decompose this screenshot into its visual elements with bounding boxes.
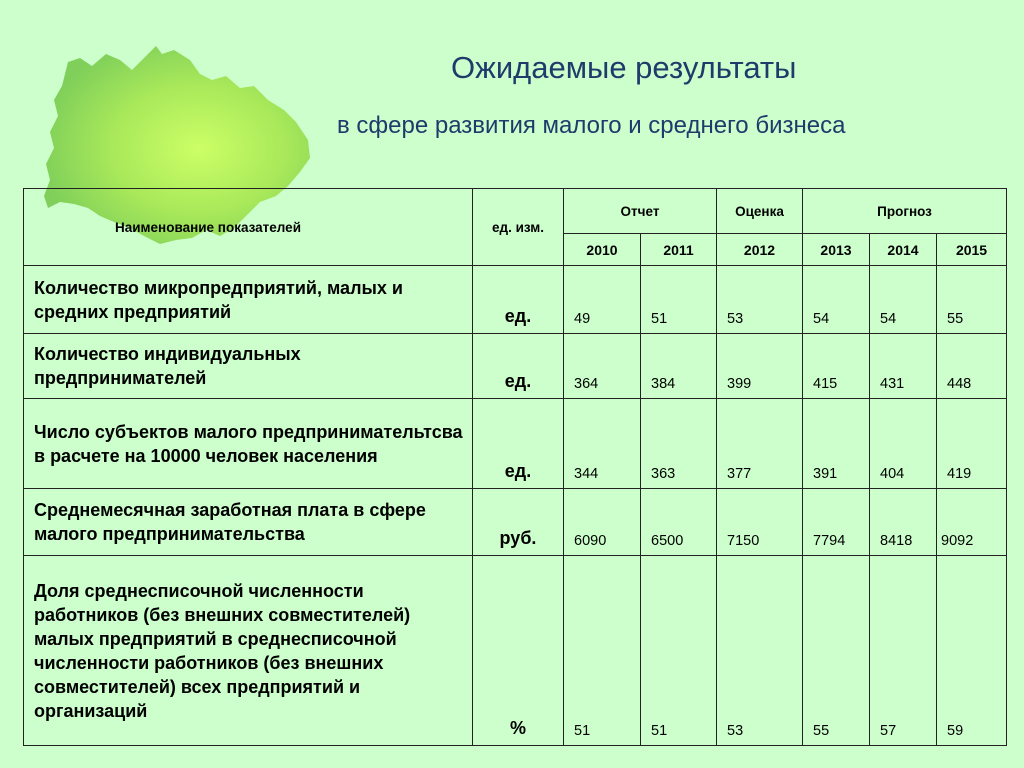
header-forecast: Прогноз xyxy=(803,189,1007,234)
value-cell: 49 xyxy=(564,266,641,334)
value-cell: 53 xyxy=(717,266,803,334)
value-cell: 55 xyxy=(937,266,1007,334)
value-cell: 51 xyxy=(641,556,717,746)
header-report: Отчет xyxy=(564,189,717,234)
table-row xyxy=(24,266,1007,334)
indicator-name: Среднемесячная заработная плата в сфере малого предпринимательства xyxy=(24,489,473,556)
indicator-unit: ед. xyxy=(473,399,564,489)
value-cell: 55 xyxy=(803,556,870,746)
value-cell: 51 xyxy=(564,556,641,746)
header-year: 2011 xyxy=(641,234,717,266)
indicator-unit: руб. xyxy=(473,489,564,556)
indicator-name: Количество микропредприятий, малых и средних предприятий xyxy=(24,266,473,334)
value-cell: 51 xyxy=(641,266,717,334)
header-year: 2013 xyxy=(803,234,870,266)
table-row xyxy=(24,334,1007,399)
value-cell: 431 xyxy=(870,334,937,399)
value-cell: 54 xyxy=(870,266,937,334)
value-cell: 391 xyxy=(803,399,870,489)
value-cell: 6090 xyxy=(564,489,641,556)
value-cell: 8418 xyxy=(870,489,937,556)
value-cell: 419 xyxy=(937,399,1007,489)
value-cell: 344 xyxy=(564,399,641,489)
value-cell: 415 xyxy=(803,334,870,399)
header-indicator-name: Наименование показателей xyxy=(24,189,473,266)
indicator-unit: % xyxy=(473,556,564,746)
value-cell: 9092 xyxy=(937,489,1007,556)
indicator-name: Число субъектов малого предпринимательтсва в расчете на 10000 человек населения xyxy=(24,399,473,489)
value-cell: 377 xyxy=(717,399,803,489)
value-cell: 54 xyxy=(803,266,870,334)
value-cell: 384 xyxy=(641,334,717,399)
value-cell: 399 xyxy=(717,334,803,399)
table-row xyxy=(24,489,1007,556)
header-year: 2015 xyxy=(937,234,1007,266)
page-subtitle: в сфере развития малого и среднего бизнеса xyxy=(337,112,846,139)
header-unit: ед. изм. xyxy=(473,189,564,266)
table-row xyxy=(24,556,1007,746)
header-year: 2012 xyxy=(717,234,803,266)
value-cell: 404 xyxy=(870,399,937,489)
indicator-name: Доля среднесписочной численности работников (без внешних совместителей) малых предприятий в среднесписочной численности работников (без внешних совместителей) всех предприятий и организаций xyxy=(24,556,473,746)
value-cell: 7794 xyxy=(803,489,870,556)
value-cell: 364 xyxy=(564,334,641,399)
value-cell: 6500 xyxy=(641,489,717,556)
value-cell: 59 xyxy=(937,556,1007,746)
header-year: 2014 xyxy=(870,234,937,266)
page-title: Ожидаемые результаты xyxy=(451,50,797,85)
indicator-unit: ед. xyxy=(473,334,564,399)
value-cell: 57 xyxy=(870,556,937,746)
table-row xyxy=(24,399,1007,489)
indicators-table xyxy=(23,188,1007,746)
value-cell: 363 xyxy=(641,399,717,489)
indicator-name: Количество индивидуальных предпринимателей xyxy=(24,334,473,399)
value-cell: 53 xyxy=(717,556,803,746)
header-year: 2010 xyxy=(564,234,641,266)
header-estimate: Оценка xyxy=(717,189,803,234)
value-cell: 7150 xyxy=(717,489,803,556)
indicator-unit: ед. xyxy=(473,266,564,334)
value-cell: 448 xyxy=(937,334,1007,399)
